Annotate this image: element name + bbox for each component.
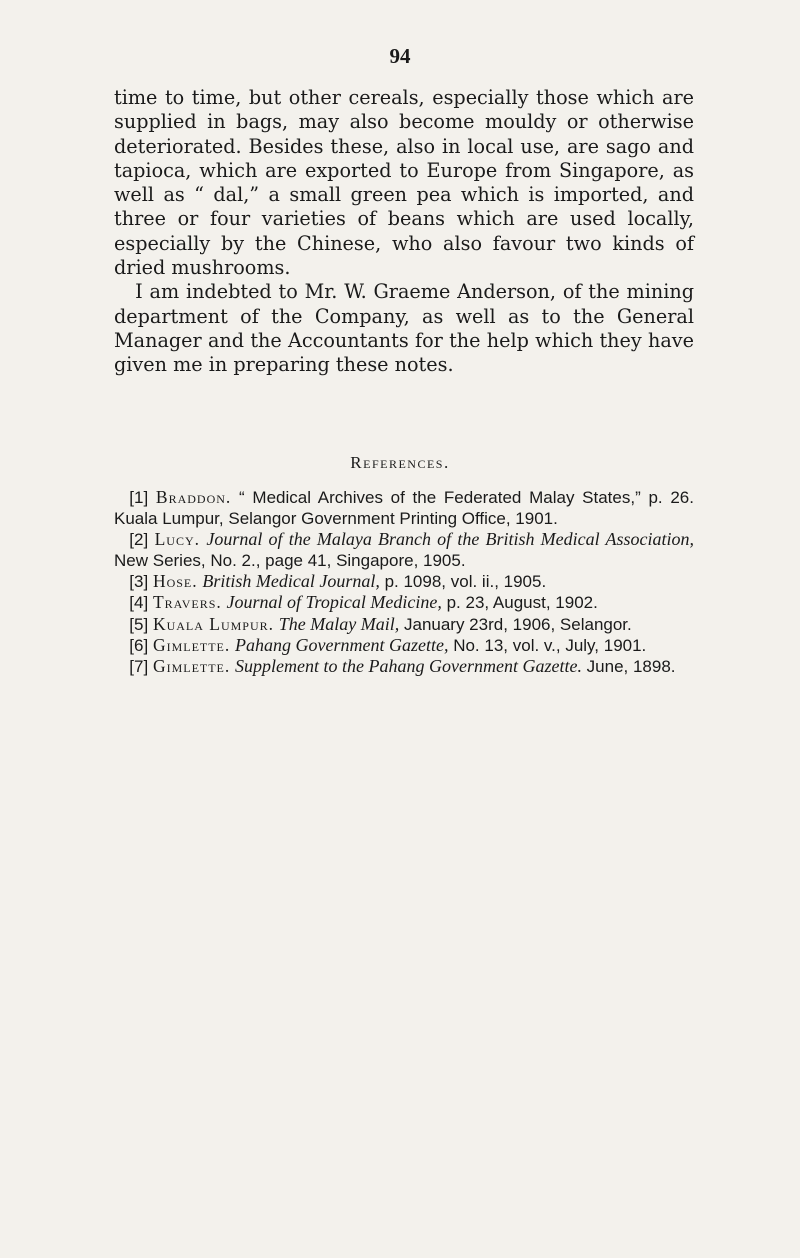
reference-item [114,635,694,656]
reference-text: “ Medical Archives of the Federated Malay States,” p. 26. Kuala Lumpur, Selangor Government Printing Office, 1901. [114,488,694,529]
reference-journal: British Medical Journal, [202,571,380,592]
reference-journal: The Malay Mail, [278,613,400,634]
reference-item [114,614,694,635]
reference-author: Kuala Lumpur. [152,613,275,634]
reference-item [114,529,694,571]
reference-author: Lucy. [154,529,200,550]
reference-item [114,592,694,613]
reference-author: Travers. [152,592,222,613]
reference-number: [2] [129,530,149,550]
reference-author: Hose. [152,571,198,592]
reference-number: [5] [129,614,149,634]
paragraph: time to time, but other cereals, especially those which are supplied in bags, may also become mouldy or otherwise deteriorated. Besides these, also in local use, are sago and tapioca, which are exported to Europe from Singapore, as well as “ dal,” a small green pea which is imported, and three or four varieties of beans which are used locally, especially by the Chinese, who also favour two kinds of dried mushrooms. [114,86,694,280]
reference-number: [3] [129,572,149,592]
reference-number: [1] [129,488,149,507]
reference-author: Gimlette. [152,655,231,676]
page-number: 94 [389,44,411,68]
reference-item [114,571,694,592]
references-list [114,487,694,677]
paragraph: I am indebted to Mr. W. Graeme Anderson, of the mining department of the Company, as well as to the General Manager and the Accountants for the help which they have given me in preparing these notes. [114,280,694,377]
reference-journal: Journal of Tropical Medicine, [226,592,442,613]
reference-text: January 23rd, 1906, Selangor. [403,614,632,634]
reference-text: June, 1898. [586,656,676,676]
reference-number: [7] [129,656,149,676]
reference-text: p. 23, August, 1902. [446,593,598,613]
reference-item [114,656,694,677]
reference-journal: Journal of the Malaya Branch of the British Medical Association, [206,529,694,550]
reference-journal: Pahang Government Gazette, [235,634,449,655]
reference-author: Gimlette. [152,634,231,655]
reference-number: [4] [129,593,149,613]
body-text [114,86,694,378]
reference-text: New Series, No. 2., page 41, Singapore, 1905. [114,551,466,571]
reference-author: Braddon. [155,487,232,507]
references-heading: References. [350,453,450,472]
reference-text: p. 1098, vol. ii., 1905. [384,572,547,592]
reference-number: [6] [129,635,149,655]
reference-journal: Supplement to the Pahang Government Gazette. [235,655,582,676]
reference-text: No. 13, vol. v., July, 1901. [453,635,647,655]
reference-item [114,487,694,529]
